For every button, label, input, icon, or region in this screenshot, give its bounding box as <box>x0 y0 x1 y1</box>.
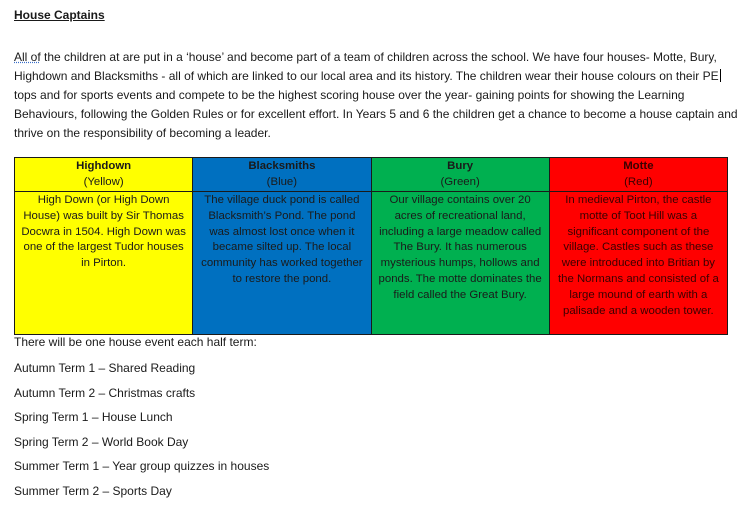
intro-paragraph <box>14 48 738 143</box>
house-name: Blacksmiths <box>197 159 366 175</box>
house-header-motte <box>549 158 727 192</box>
events-list <box>14 361 269 508</box>
intro-lead: All of <box>14 50 41 64</box>
event-item: Autumn Term 1 – Shared Reading <box>14 361 269 386</box>
house-header-bury <box>371 158 549 192</box>
intro-text: the children at are put in a ‘house’ and become part of a team of children across the school. We have four houses- Motte, Bury, Highdown and Blacksmiths - all of which are linked to our local area and its history. The children wear their house colours on their PE <box>14 50 719 83</box>
house-colour-label: (Red) <box>554 175 723 191</box>
page-title: House Captains <box>14 8 105 22</box>
house-description-highdown: High Down (or High Down House) was built by Sir Thomas Docwra in 1504. High Down was one of the largest Tudor houses in Pirton. <box>15 192 193 335</box>
intro-text-continued: tops and for sports events and compete to be the highest scoring house over the year- gaining points for showing the Learning Behaviours, following the Golden Rules or for excellent effort. In Years 5 and 6 the children get a chance to become a house captain and thrive on the responsibility of becoming a leader. <box>14 88 738 140</box>
event-item: Spring Term 1 – House Lunch <box>14 410 269 435</box>
house-name: Highdown <box>19 159 188 175</box>
houses-description-row <box>15 192 728 335</box>
house-name: Bury <box>376 159 545 175</box>
house-description-bury: Our village contains over 20 acres of recreational land, including a large meadow called The Bury. It has numerous mysterious humps, hollows and ponds. The motte dominates the field called the Great Bury. <box>371 192 549 335</box>
house-colour-label: (Blue) <box>197 175 366 191</box>
house-description-blacksmiths: The village duck pond is called Blacksmith’s Pond. The pond was almost lost once when it became silted up. The local community has worked together to restore the pond. <box>193 192 371 335</box>
houses-table <box>14 157 728 335</box>
house-name: Motte <box>554 159 723 175</box>
house-colour-label: (Yellow) <box>19 175 188 191</box>
houses-header-row <box>15 158 728 192</box>
house-header-blacksmiths <box>193 158 371 192</box>
event-item: Autumn Term 2 – Christmas crafts <box>14 386 269 411</box>
house-colour-label: (Green) <box>376 175 545 191</box>
house-header-highdown <box>15 158 193 192</box>
text-cursor <box>720 69 721 82</box>
house-description-motte: In medieval Pirton, the castle motte of Toot Hill was a significant component of the village. Castles such as these were introduced into Britian by the Normans and consisted of a large mound of earth with a palisade and a wooden tower. <box>549 192 727 335</box>
event-item: Spring Term 2 – World Book Day <box>14 435 269 460</box>
events-intro: There will be one house event each half term: <box>14 335 257 349</box>
event-item: Summer Term 2 – Sports Day <box>14 484 269 508</box>
event-item: Summer Term 1 – Year group quizzes in houses <box>14 459 269 484</box>
